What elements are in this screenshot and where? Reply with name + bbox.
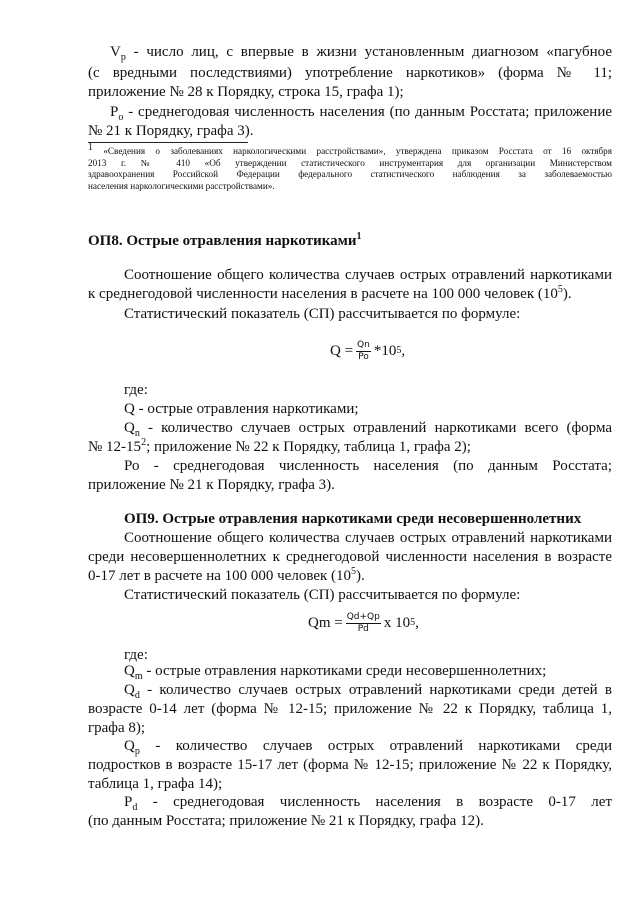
footnote-line-2: 2013 г. № 410 «Об утверждении статистического инструментария для организации Министерством <box>88 157 612 168</box>
op8-q-definition: Q - острые отравления наркотиками; <box>124 401 359 417</box>
footnote-line-4: населения наркологическими расстройствами». <box>88 180 275 191</box>
op9-pd-definition-line-1: $P_d$ - среднегодовая численность населения в возрасте 0-17 лет <box>124 794 612 813</box>
op9-formula-intro: Статистический показатель (СП) рассчитывается по формуле: <box>124 587 521 603</box>
op8-formula-fraction: $\frac{Qn}{Po}$ <box>357 339 370 362</box>
op8-paragraph-line-1: Соотношение общего количества случаев острых отравлений наркотиками <box>124 267 612 283</box>
footnote-separator <box>88 142 248 143</box>
op8-formula-intro: Статистический показатель (СП) рассчитывается по формуле: <box>124 306 521 322</box>
op8-po-definition-line-2: приложение № 21 к Порядку, графа 3). <box>88 477 335 493</box>
op9-paragraph-line-2: среди несовершеннолетних к среднегодовой численности населения в возрасте <box>88 549 612 565</box>
op9-qp-definition-line-1: $Q_p$ - количество случаев острых отравлений наркотиками среди <box>124 738 612 757</box>
op9-qd-definition-line-2: возрасте 0-14 лет (форма № 12-15; приложение № 22 к Порядку, таблица 1, <box>88 701 612 717</box>
op9-formula: Qm = $\frac{Qd+Qp}{Pd}$ x 10 5 , <box>308 611 419 634</box>
vr-symbol: V <box>110 44 121 60</box>
op9-paragraph-line-1: Соотношение общего количества случаев острых отравлений наркотиками <box>124 530 612 546</box>
op8-heading: ОП8. Острые отравления наркотиками$^1$ <box>88 231 362 249</box>
op8-po-definition-line-1: Ро - среднегодовая численность населения (по данным Росстата; <box>124 458 612 474</box>
vr-definition-line-2: (с вредными последствиями) употребление наркотиков» (форма № 11; <box>88 65 612 81</box>
op9-paragraph-line-3: 0-17 лет в расчете на 100 000 человек $(10^5)$. <box>88 566 365 584</box>
op9-where-label: где: <box>124 647 148 663</box>
footnote-line-1: $^1$ «Сведения о заболеваниях наркологическими расстройствами», утверждена приказом Росстата от 16 октября <box>88 141 613 156</box>
op9-qp-definition-line-2: подростков в возрасте 15-17 лет (форма № 12-15; приложение № 22 к Порядку, <box>88 757 612 773</box>
op9-qm-definition: $Q_m$ - острые отравления наркотиками среди несовершеннолетних; <box>124 663 547 682</box>
op9-formula-fraction: $\frac{Qd+Qp}{Pd}$ <box>346 611 380 634</box>
footnote <box>88 141 613 192</box>
vr-definition-line-1: $V_р$ - число лиц, с впервые в жизни установленным диагнозом «пагубное <box>110 44 612 63</box>
vr-subscript: р <box>120 52 126 63</box>
op9-heading: ОП9. Острые отравления наркотиками среди несовершеннолетних <box>124 511 582 527</box>
po-definition-line-1: $Р_о$ - среднегодовая численность населения (по данным Росстата; приложение <box>110 104 613 123</box>
op8-paragraph-line-2: к среднегодовой численности населения в расчете на 100 000 человек $(10^5)$. <box>88 284 572 302</box>
op9-qp-definition-line-3: таблица 1, графа 14); <box>88 776 223 792</box>
vr-definition-line-3: приложение № 28 к Порядку, строка 15, графа 1); <box>88 84 404 100</box>
op9-qd-definition-line-3: графа 8); <box>88 720 146 736</box>
footnote-line-3: здравоохранения Российской Федерации федерального статистического наблюдения за заболеваемостью <box>88 169 612 179</box>
po-definition-line-2: № 21 к Порядку, графа 3). <box>88 123 254 139</box>
op9-pd-definition-line-2: (по данным Росстата; приложение № 21 к Порядку, графа 12). <box>88 813 484 829</box>
op8-where-label: где: <box>124 382 148 398</box>
op8-formula: Q = $\frac{Qn}{Po}$ *10 5 , <box>330 339 406 362</box>
op9-qd-definition-line-1: $Q_d$ - количество случаев острых отравлений наркотиками среди детей в <box>124 682 612 701</box>
op8-qn-definition-line-2: № $12-15^2$; приложение № 22 к Порядку, таблица 1, графа 2); <box>88 437 471 455</box>
op8-qn-definition-line-1: $Q_n$ - количество случаев острых отравлений наркотиками всего (форма <box>124 420 612 439</box>
